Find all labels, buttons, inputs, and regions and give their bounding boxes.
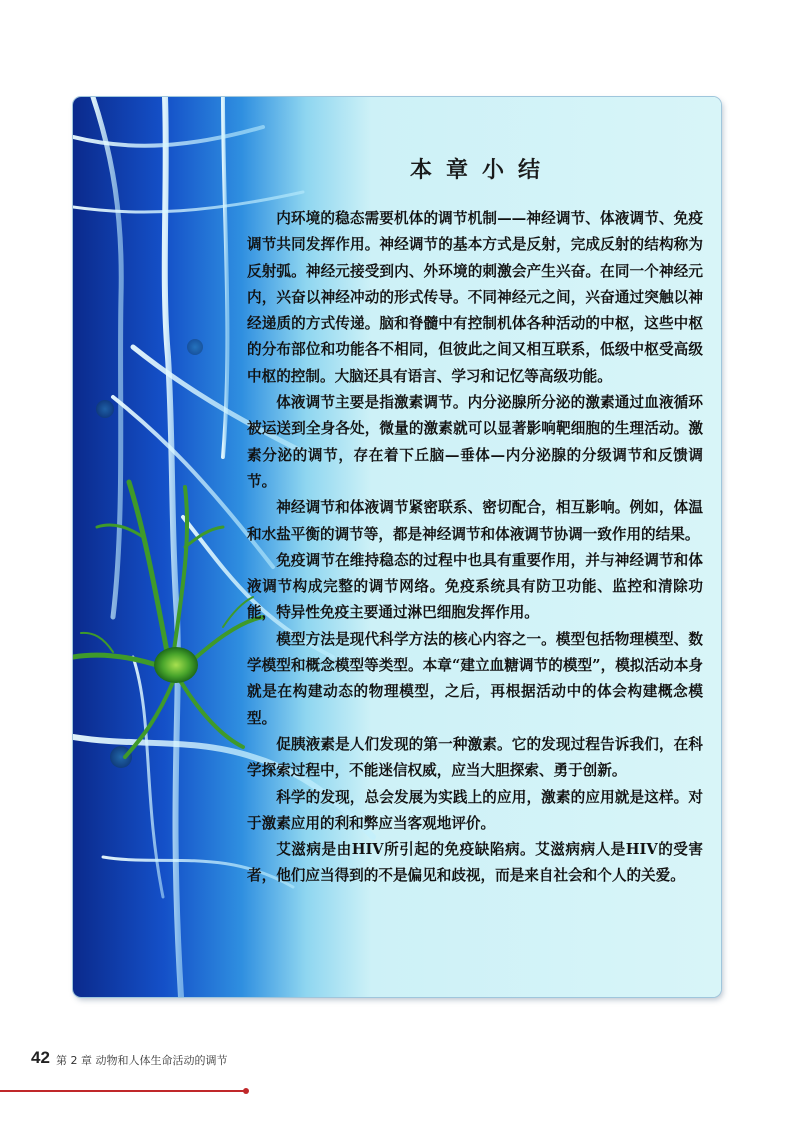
page-footer bbox=[0, 1046, 800, 1106]
footer-rule bbox=[0, 1090, 246, 1092]
summary-text bbox=[247, 153, 703, 890]
paragraph-hormone-application: 科学的发现，总会发展为实践上的应用，激素的应用就是这样。对于激素应用的利和弊应当客观地评价。 bbox=[247, 788, 703, 832]
paragraph-immune: 免疫调节在维持稳态的过程中也具有重要作用，并与神经调节和体液调节构成完整的调节网络。免疫系统具有防卫功能、监控和清除功能，特异性免疫主要通过淋巴细胞发挥作用。 bbox=[247, 551, 703, 622]
page-number: 42 bbox=[31, 1048, 50, 1067]
footer-rule-dot bbox=[243, 1088, 249, 1094]
paragraph-aids: 艾滋病是由HIV所引起的免疫缺陷病。艾滋病病人是HIV的受害者，他们应当得到的不是偏见和歧视，而是来自社会和个人的关爱。 bbox=[247, 841, 703, 885]
paragraph-regulation: 内环境的稳态需要机体的调节机制——神经调节、体液调节、免疫调节共同发挥作用。神经调节的基本方式是反射，完成反射的结构称为反射弧。神经元接受到内、外环境的刺激会产生兴奋。在同一个神经元内，兴奋以神经冲动的形式传导。不同神经元之间，兴奋通过突触以神经递质的方式传递。脑和脊髓中有控制机体各种活动的中枢，这些中枢的分布部位和功能各不相同，但彼此之间又相互联系，低级中枢受高级中枢的控制。大脑还具有语言、学习和记忆等高级功能。 bbox=[247, 210, 703, 385]
paragraph-secretin: 促胰液素是人们发现的第一种激素。它的发现过程告诉我们，在科学探索过程中，不能迷信权威，应当大胆探索、勇于创新。 bbox=[247, 735, 703, 780]
chapter-summary-panel bbox=[73, 97, 721, 997]
paragraph-neuro-humoral: 神经调节和体液调节紧密联系、密切配合，相互影响。例如，体温和水盐平衡的调节等，都是神经调节和体液调节协调一致作用的结果。 bbox=[247, 499, 703, 543]
paragraph-humoral: 体液调节主要是指激素调节。内分泌腺所分泌的激素通过血液循环被运送到全身各处，微量的激素就可以显著影响靶细胞的生理活动。激素分泌的调节，存在着下丘脑—垂体—内分泌腺的分级调节和反馈调节。 bbox=[247, 394, 703, 490]
paragraph-model-method: 模型方法是现代科学方法的核心内容之一。模型包括物理模型、数学模型和概念模型等类型。本章“建立血糖调节的模型”，模拟活动本身就是在构建动态的物理模型，之后，再根据活动中的体会构建概念模型。 bbox=[247, 630, 703, 727]
page-title: 本章小结 bbox=[409, 157, 554, 183]
chapter-label: 第 2 章 动物和人体生命活动的调节 bbox=[56, 1054, 228, 1067]
